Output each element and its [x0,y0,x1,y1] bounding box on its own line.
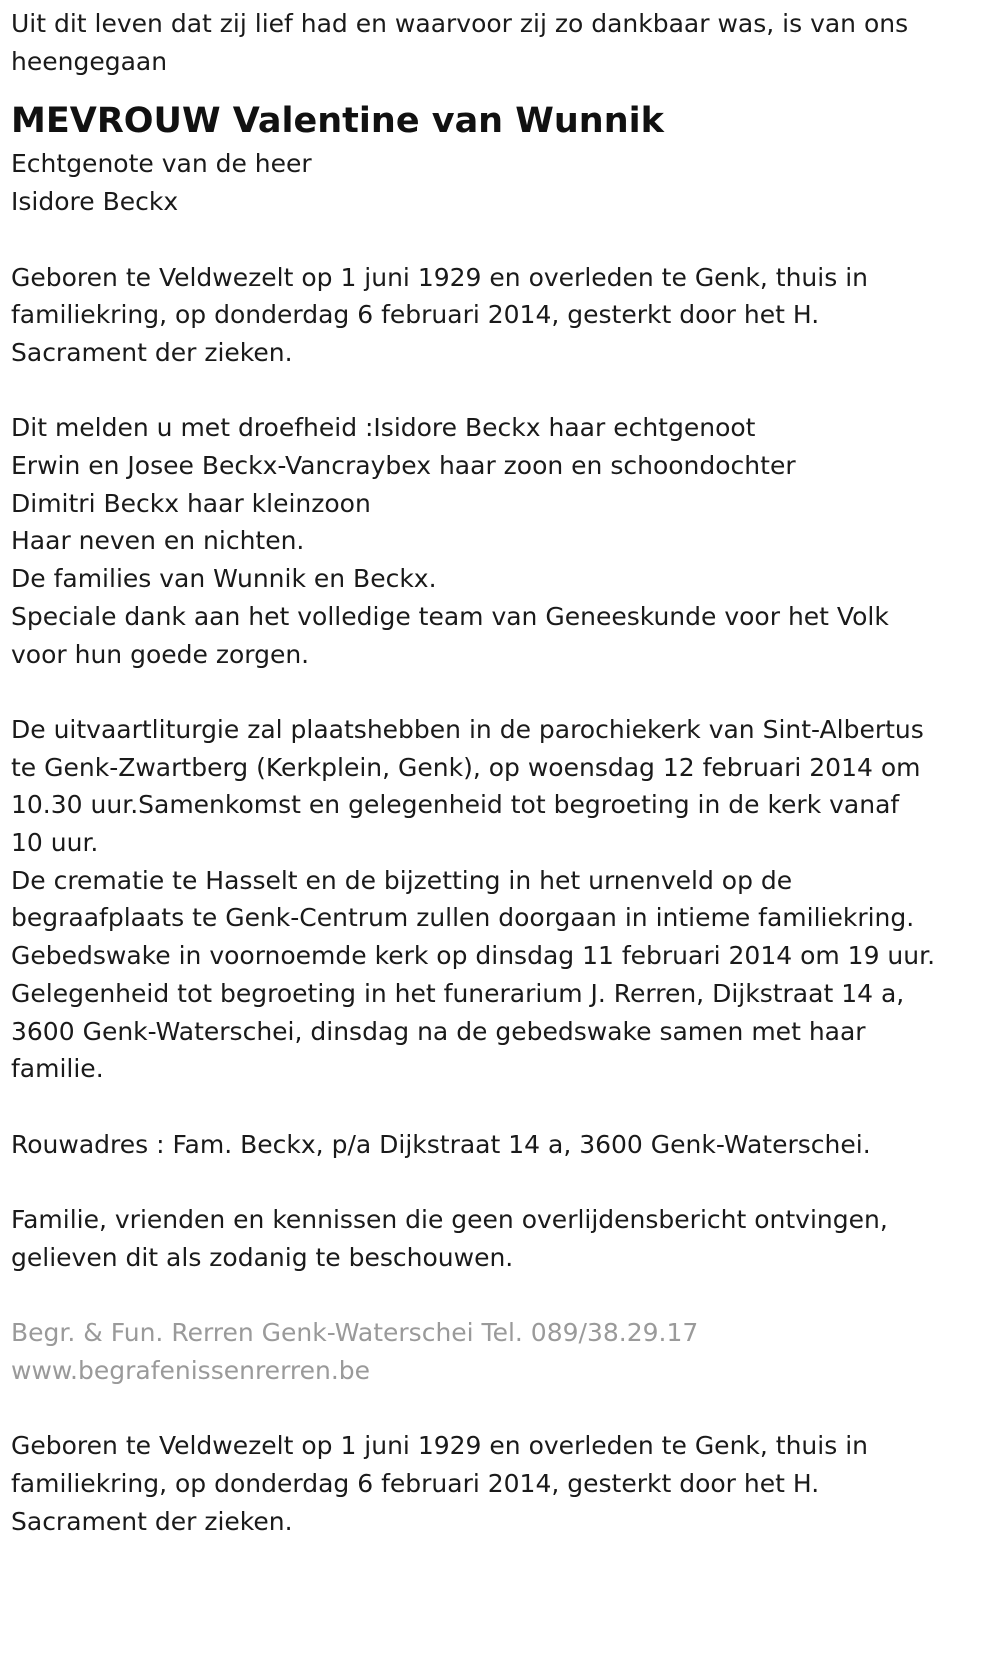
funeral-home-name-phone: Begr. & Fun. Rerren Genk-Waterschei Tel. 089/38.29.17 [11,1318,699,1348]
spouse-line: Isidore Beckx [11,187,179,217]
birth-death-repeat-paragraph [11,1427,980,1540]
birth-death-line: Sacrament der zieken. [11,337,293,367]
intro-line: heengegaan [11,46,168,76]
spouse-line: Echtgenote van de heer [11,149,312,179]
notice-line: gelieven dit als zodanig te beschouwen. [11,1242,514,1272]
mourners-line: Haar neven en nichten. [11,526,305,556]
funeral-line: familie. [11,1054,104,1084]
funeral-line: te Genk-Zwartberg (Kerkplein, Genk), op woensdag 12 februari 2014 om [11,752,921,782]
funeral-line: begraafplaats te Genk-Centrum zullen doorgaan in intieme familiekring. [11,903,915,933]
birth-death-repeat-line: Geboren te Veldwezelt op 1 juni 1929 en overleden te Genk, thuis in [11,1431,868,1461]
funeral-line: De uitvaartliturgie zal plaatshebben in de parochiekerk van Sint-Albertus [11,714,924,744]
funeral-line: De crematie te Hasselt en de bijzetting in het urnenveld op de [11,865,793,895]
funeral-home-info [11,1314,980,1389]
address-paragraph [11,1126,980,1164]
birth-death-line: Geboren te Veldwezelt op 1 juni 1929 en overleden te Genk, thuis in [11,262,868,292]
funeral-home-website: www.begrafenissenrerren.be [11,1355,371,1385]
mourners-line: Erwin en Josee Beckx-Vancraybex haar zoon en schoondochter [11,451,796,480]
mourners-line: voor hun goede zorgen. [11,639,310,669]
deceased-name: MEVROUW Valentine van Wunnik [11,101,664,142]
intro-paragraph [11,5,980,80]
funeral-line: 10 uur. [11,828,99,858]
intro-line: Uit dit leven dat zij lief had en waarvoor zij zo dankbaar was, is van ons [11,9,909,38]
mourners-line: Dimitri Beckx haar kleinzoon [11,488,371,518]
funeral-line: 3600 Genk-Waterschei, dinsdag na de gebedswake samen met haar [11,1016,866,1046]
funeral-paragraph [11,711,980,1088]
funeral-line: Gelegenheid tot begroeting in het funerarium J. Rerren, Dijkstraat 14 a, [11,978,905,1008]
birth-death-repeat-line: Sacrament der zieken. [11,1506,293,1536]
mourners-paragraph [11,409,980,673]
birth-death-repeat-line: familiekring, op donderdag 6 februari 2014, gesterkt door het H. [11,1468,820,1498]
death-notice [0,5,1000,1669]
funeral-line: 10.30 uur.Samenkomst en gelegenheid tot begroeting in de kerk vanaf [11,790,900,820]
mourning-address: Rouwadres : Fam. Beckx, p/a Dijkstraat 14 a, 3600 Genk-Waterschei. [11,1129,871,1159]
mourners-line: Dit melden u met droefheid :Isidore Beckx haar echtgenoot [11,413,756,443]
notice-line: Familie, vrienden en kennissen die geen overlijdensbericht ontvingen, [11,1205,888,1235]
mourners-line: De families van Wunnik en Beckx. [11,564,437,594]
spouse-paragraph [11,145,980,220]
notice-paragraph [11,1201,980,1276]
birth-death-paragraph [11,259,980,372]
mourners-line: Speciale dank aan het volledige team van Geneeskunde voor het Volk [11,601,889,631]
funeral-line: Gebedswake in voornoemde kerk op dinsdag 11 februari 2014 om 19 uur. [11,941,936,971]
birth-death-line: familiekring, op donderdag 6 februari 2014, gesterkt door het H. [11,300,820,330]
